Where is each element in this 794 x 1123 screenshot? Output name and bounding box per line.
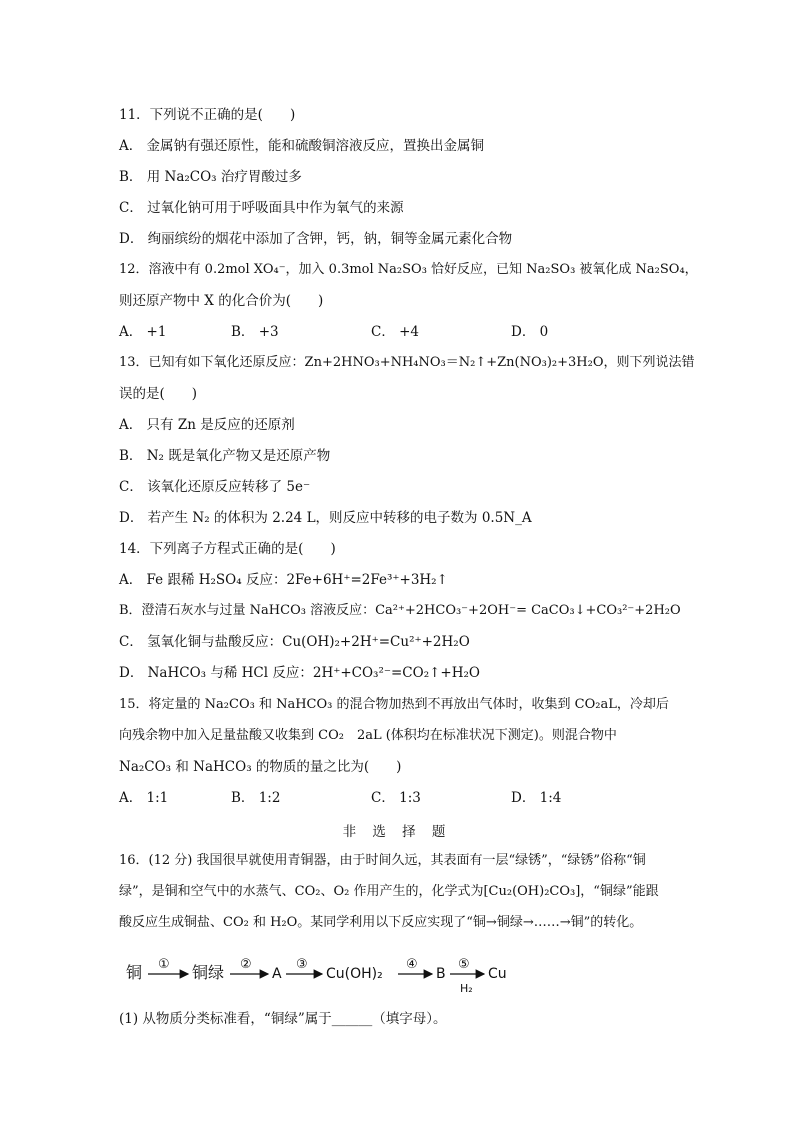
line-q13-c: C． 该氧化还原反应转移了 5e⁻ [119,479,311,495]
line-q15-cont: 向残余物中加入足量盐酸又收集到 CO₂ 2aL (体积均在标准状况下测定)。则混合物中 [119,728,617,743]
q15-option-d: D． 1:4 [511,790,562,806]
q12-option-a: A． +1 [119,324,167,340]
line-q14-b: B．澄清石灰水与过量 NaHCO₃ 溶液反应：Ca²⁺+2HCO₃⁻+2OH⁻= CaCO₃↓+CO₃²⁻+2H₂O [119,603,681,618]
line-q16-cont2: 酸反应生成铜盐、CO₂ 和 H₂O。某同学利用以下反应实现了“铜→铜绿→……→铜”的转化。 [119,915,643,930]
line-q11-a: A． 金属钠有强还原性，能和硫酸铜溶液反应，置换出金属铜 [119,138,485,154]
q15-option-a: A． 1:1 [119,790,169,806]
line-q11-d: D． 绚丽缤纷的烟花中添加了含钾，钙，钠，铜等金属元素化合物 [119,231,513,247]
line-q14-d: D． NaHCO₃ 与稀 HCl 反应：2H⁺+CO₃²⁻=CO₂↑+H₂O [119,665,480,681]
chain-step-4: ④ [406,958,418,972]
chain-step-3: ③ [296,958,308,972]
line-q14: 14．下列离子方程式正确的是( ) [119,541,336,557]
line-q13-b: B． N₂ 既是氧化产物又是还原产物 [119,448,331,464]
line-q14-a: A． Fe 跟稀 H₂SO₄ 反应：2Fe+6H⁺=2Fe³⁺+3H₂↑ [119,572,448,588]
q15-option-b: B． 1:2 [231,790,281,806]
line-q12: 12．溶液中有 0.2mol XO₄⁻，加入 0.3mol Na₂SO₃ 恰好反应，已知 Na₂SO₃ 被氧化成 Na₂SO₄， [119,262,698,277]
chain-step-2: ② [240,958,252,972]
q12-option-d: D． 0 [511,324,549,340]
line-q13-a: A． 只有 Zn 是反应的还原剂 [119,417,295,433]
chain-node-b: B [436,966,446,982]
q12-option-c: C． +4 [371,324,420,340]
line-q13-cont: 误的是( ) [119,386,198,402]
line-q11-c: C． 过氧化钠可用于呼吸面具中作为氧气的来源 [119,200,404,216]
chain-node-cu-final: Cu [488,966,507,982]
chain-node-cuoh2: Cu(OH)₂ [326,966,383,982]
line-q11: 11．下列说不正确的是( ) [119,107,296,123]
line-q15: 15．将定量的 Na₂CO₃ 和 NaHCO₃ 的混合物加热到不再放出气体时，收集到 CO₂aL，冷却后 [119,697,669,712]
conversion-chain-diagram [126,958,546,998]
line-q16: 16．(12 分) 我国很早就使用青铜器，由于时间久远，其表面有一层“绿锈”，“绿锈”俗称“铜 [119,853,646,868]
line-q15-cont2: Na₂CO₃ 和 NaHCO₃ 的物质的量之比为( ) [119,759,402,775]
line-q16-part1: (1) 从物质分类标准看，“铜绿”属于______（填字母）。 [119,1011,447,1027]
section-title: 非 选 择 题 [342,824,452,840]
chain-node-a: A [272,966,282,982]
q12-option-b: B． +3 [231,324,279,340]
chain-node-tonglv: 铜绿 [192,963,225,982]
chain-step-5: ⑤ [458,958,470,972]
line-q16-cont: 绿”，是铜和空气中的水蒸气、CO₂、O₂ 作用产生的，化学式为[Cu₂(OH)₂CO₃]，“铜绿”能跟 [119,884,659,899]
chain-step-1: ① [158,958,170,972]
line-q14-c: C． 氢氧化铜与盐酸反应：Cu(OH)₂+2H⁺=Cu²⁺+2H₂O [119,634,470,650]
line-q11-b: B． 用 Na₂CO₃ 治疗胃酸过多 [119,169,302,185]
line-q13-d: D． 若产生 N₂ 的体积为 2.24 L，则反应中转移的电子数为 0.5N_A [119,510,532,526]
chain-step-5-condition: H₂ [460,982,473,995]
chain-node-cu: 铜 [126,963,143,982]
line-q13: 13．已知有如下氧化还原反应：Zn+2HNO₃+NH₄NO₃＝N₂↑+Zn(NO₃)₂+3H₂O，则下列说法错 [119,355,695,370]
line-q12-cont: 则还原产物中 X 的化合价为( ) [119,293,324,309]
q15-option-c: C． 1:3 [371,790,421,806]
